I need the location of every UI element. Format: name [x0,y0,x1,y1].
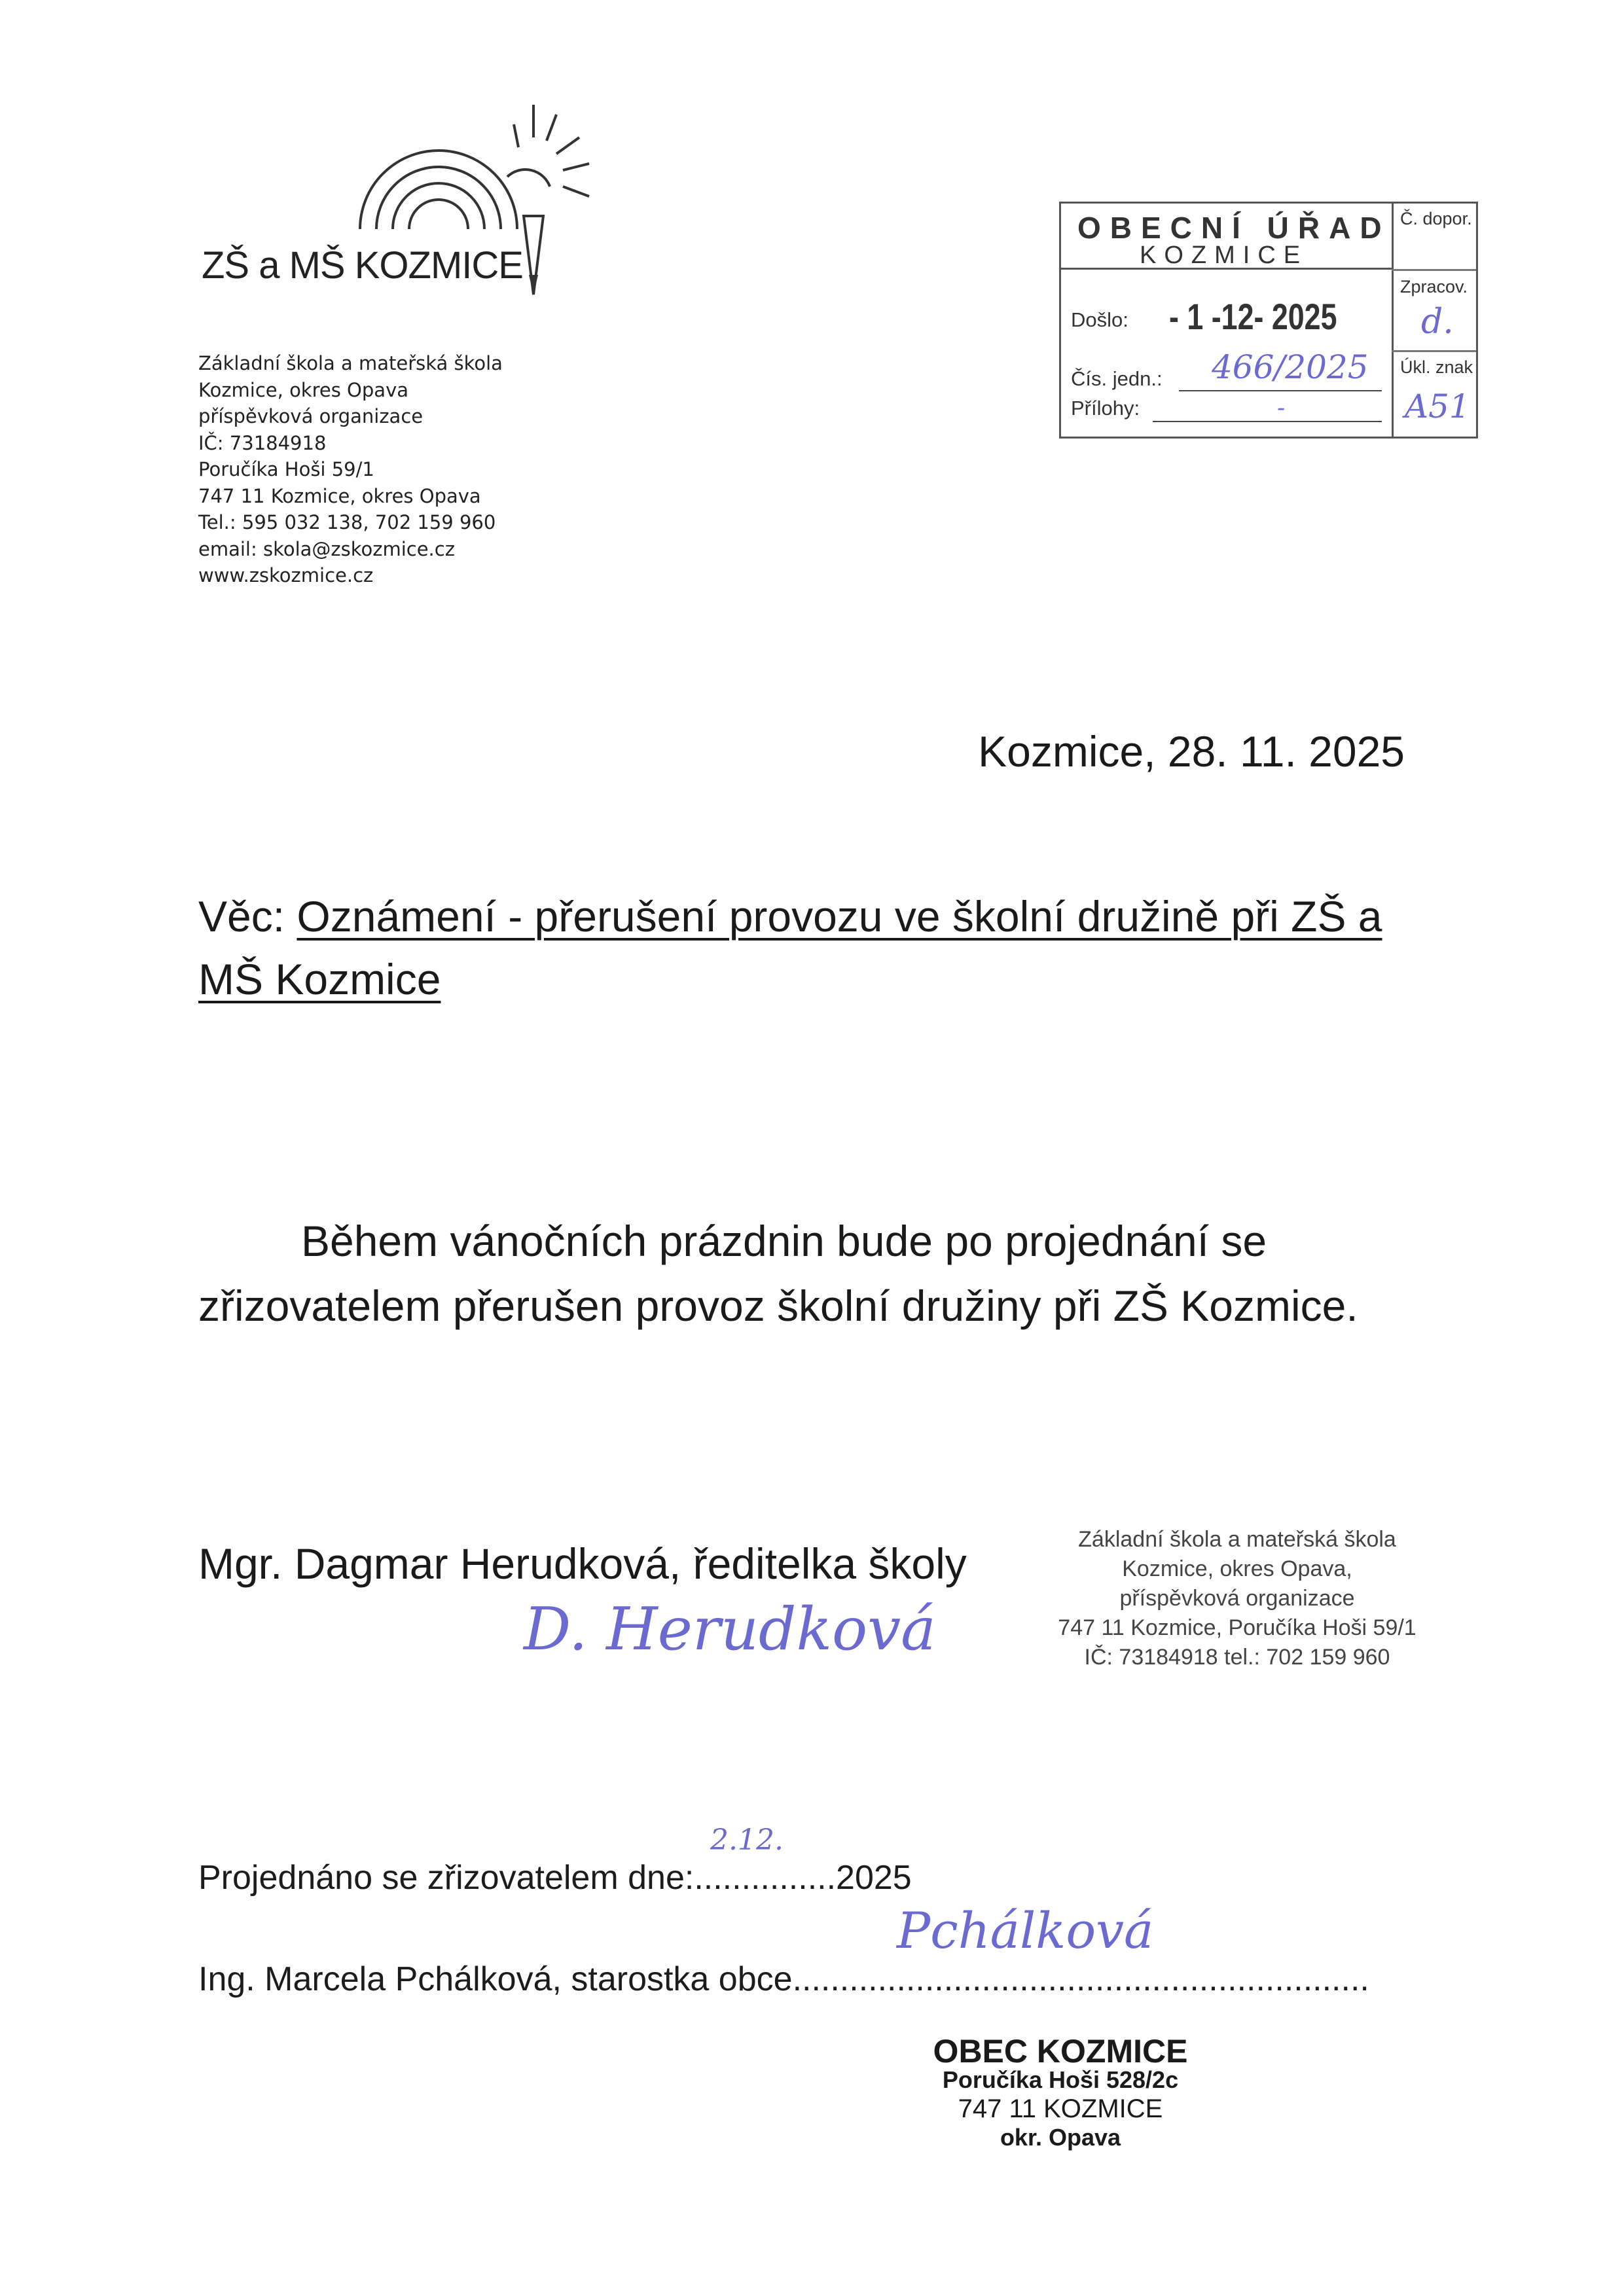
ukl-znak-label: Úkl. znak [1400,357,1473,377]
mayor-signature: Pchálková [897,1901,1154,1960]
negotiated-date-handwritten: 2.12. [710,1823,784,1857]
ukl-znak-value: A51 [1405,387,1470,425]
zpracov-value: d. [1421,302,1454,342]
prilohy-value: - [1277,395,1286,422]
mayor-line: Ing. Marcela Pchálková, starostka obce............................................................. [198,1960,1369,1998]
negotiated-year: 2025 [836,1859,912,1897]
negotiated-line [198,1859,912,1898]
subject-line-1 [198,891,1382,941]
director-signature: D. Herudková [524,1595,936,1664]
address-line: Tel.: 595 032 138, 702 159 960 [198,511,496,533]
school-stamp-line: příspěvková organizace [1119,1586,1355,1611]
address-line: Kozmice, okres Opava [198,378,408,401]
stamp-subtitle: KOZMICE [1140,242,1308,269]
subject-text: Oznámení - přerušení provozu ve školní družině při ZŠ a [297,892,1382,941]
signatory: Mgr. Dagmar Herudková, ředitelka školy [198,1539,967,1588]
subject-label: Věc: [198,892,285,941]
registry-stamp [1059,202,1478,439]
stamp-title: OBECNÍ ÚŘAD [1077,211,1391,245]
c-dopor-label: Č. dopor. [1400,209,1472,228]
school-stamp-line: 747 11 Kozmice, Poručíka Hoši 59/1 [1058,1615,1416,1640]
address-line: 747 11 Kozmice, okres Opava [198,484,481,507]
body-line-2: zřizovatelem přerušen provoz školní družiny při ZŠ Kozmice. [198,1282,1358,1330]
municipality-city: 747 11 KOZMICE [958,2094,1163,2123]
school-stamp-line: Kozmice, okres Opava, [1122,1556,1352,1581]
municipality-name: OBEC KOZMICE [933,2033,1188,2070]
municipality-street: Poručíka Hoši 528/2c [942,2066,1179,2093]
subject-line-2: MŠ Kozmice [198,955,441,1003]
doslo-date: - 1 -12- 2025 [1169,296,1337,337]
municipality-district: okr. Opava [1000,2124,1121,2151]
school-email: email: skola@zskozmice.cz [198,537,455,560]
school-address-block [198,350,503,589]
negotiated-label: Projednáno se zřizovatelem dne: [198,1859,695,1897]
address-line: příspěvková organizace [198,405,424,427]
address-line: Poručíka Hoši 59/1 [198,458,374,480]
school-stamp [1054,1525,1420,1672]
doslo-label: Došlo: [1071,308,1128,331]
address-line: IČ: 73184918 [198,431,327,454]
prilohy-label: Přílohy: [1071,397,1140,420]
school-logo-text: ZŠ a MŠ KOZMICE [202,244,523,287]
negotiated-dots: ............... [694,1859,837,1897]
address-line: Základní škola a mateřská škola [198,352,503,374]
school-stamp-line: IČ: 73184918 tel.: 702 159 960 [1084,1645,1390,1670]
school-website: www.zskozmice.cz [198,564,374,586]
cis-jedn-value: 466/2025 [1212,348,1369,386]
zpracov-label: Zpracov. [1400,277,1468,296]
place-date: Kozmice, 28. 11. 2025 [978,727,1405,776]
cis-jedn-label: Čís. jedn.: [1071,367,1163,390]
municipality-stamp [916,2033,1204,2152]
school-stamp-line: Základní škola a mateřská škola [1078,1527,1396,1552]
body-line-1: Během vánočních prázdnin bude po projednání se [301,1217,1267,1265]
